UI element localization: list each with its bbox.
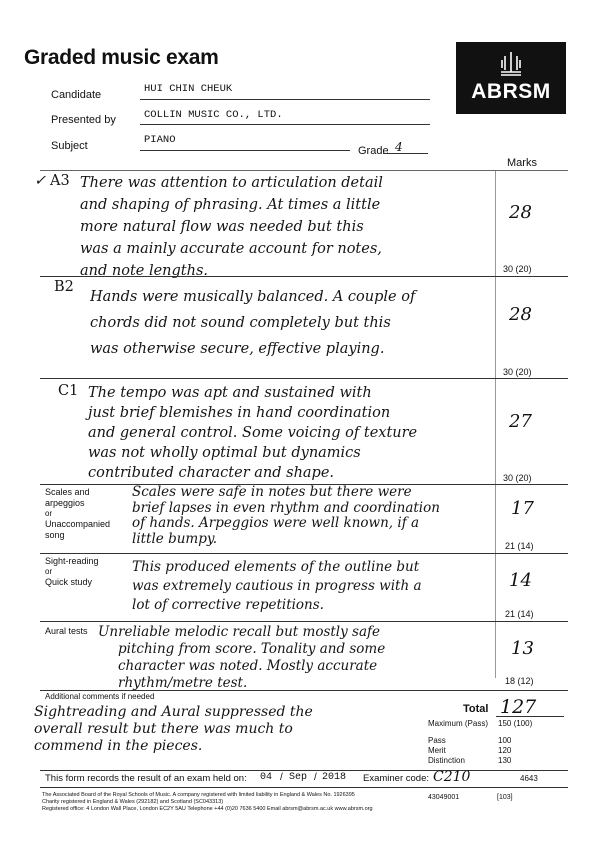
comment-line: more natural flow was needed but this <box>80 219 364 235</box>
comment-line: Sightreading and Aural suppressed the <box>34 704 313 720</box>
total-label: Total <box>463 703 489 715</box>
side-label-line: or <box>45 567 53 576</box>
comment-line: was otherwise secure, effective playing. <box>90 341 385 357</box>
comment-line: brief lapses in even rhythm and coordination <box>132 499 440 516</box>
max-pass-label: Maximum (Pass) <box>428 719 489 728</box>
comment-line: contributed character and shape. <box>88 465 335 481</box>
section-a-top-rule <box>40 170 568 171</box>
scales-label <box>45 487 130 541</box>
section-c-max: 30 (20) <box>503 473 532 483</box>
comment-line: pitching from score. Tonality and some <box>118 641 386 657</box>
section-a-comment <box>80 172 490 282</box>
side-label-line: Scales and arpeggios <box>45 487 90 508</box>
comment-line: was extremely cautious in progress with a <box>132 578 422 594</box>
comment-line: was a mainly accurate account for notes, <box>80 241 382 257</box>
form-title: Graded music exam <box>24 46 219 69</box>
section-b-mark: 28 <box>509 304 532 325</box>
footer-bottom-rule <box>40 787 568 788</box>
footer-top-rule <box>40 770 568 771</box>
side-label-line: Quick study <box>45 576 93 587</box>
aural-mark: 13 <box>511 638 534 659</box>
sight-reading-label <box>45 556 130 588</box>
presented-by-line <box>140 124 430 125</box>
section-b-comment <box>90 284 490 362</box>
total-value: 127 <box>500 696 537 718</box>
comment-line: commend in the pieces. <box>34 738 203 754</box>
candidate-label: Candidate <box>51 89 102 101</box>
pass-label: Pass <box>428 736 446 745</box>
sight-reading-mark: 14 <box>509 570 532 591</box>
max-pass-value: 150 (100) <box>498 719 533 728</box>
crown-icon <box>501 50 521 76</box>
total-line <box>496 716 564 717</box>
comment-line: rhythm/metre test. <box>118 675 248 691</box>
form-code: [103] <box>497 794 513 801</box>
exam-date-day: 04 <box>260 772 273 783</box>
comment-line: Unreliable melodic recall but mostly safe <box>98 624 380 640</box>
comment-line: This produced elements of the outline but <box>132 559 420 575</box>
pass-value: 100 <box>498 736 512 745</box>
section-a-max: 30 (20) <box>503 264 532 274</box>
comment-line: overall result but there was much to <box>34 721 293 737</box>
section-a-label: A3 <box>50 173 70 189</box>
comment-line: There was attention to articulation detail <box>80 175 383 191</box>
comment-line: and note lengths. <box>80 263 209 279</box>
distinction-label: Distinction <box>428 756 465 765</box>
abrsm-logo <box>456 42 566 114</box>
comment-line: and general control. Some voicing of texture <box>88 425 418 441</box>
presented-by-label: Presented by <box>51 114 116 126</box>
side-label-line: or <box>45 509 53 518</box>
section-divider <box>40 690 568 691</box>
subject-label: Subject <box>51 140 88 152</box>
candidate-line <box>140 99 430 100</box>
reference-number: 4643 <box>520 774 538 783</box>
comment-line: of hands. Arpeggios were well known, if a <box>132 515 420 531</box>
comment-line: was not wholly optimal but dynamics <box>88 445 361 461</box>
scales-max: 21 (14) <box>505 541 534 551</box>
grade-value: 4 <box>395 140 403 154</box>
comment-line: chords did not sound completely but this <box>90 315 391 331</box>
comment-line: character was noted. Mostly accurate <box>118 658 378 674</box>
date-separator: / <box>280 772 283 783</box>
scales-comment <box>132 485 494 547</box>
form-number: 43049001 <box>428 794 460 801</box>
marks-heading: Marks <box>507 157 537 169</box>
section-divider <box>40 378 568 379</box>
legal-text <box>42 792 432 813</box>
subject-line <box>140 150 350 151</box>
comment-line: lot of corrective repetitions. <box>132 597 324 613</box>
presented-by-value: COLLIN MUSIC CO., LTD. <box>144 109 283 121</box>
exam-date-month: Sep <box>289 772 308 783</box>
merit-label: Merit <box>428 746 446 755</box>
side-label-line: Sight-reading <box>45 556 99 566</box>
comment-line: Scales were safe in notes but there were <box>132 484 412 500</box>
tick-mark: ✓ <box>34 173 47 189</box>
legal-line: Charity registered in England & Wales (292182) and Scotland (SC043313) <box>42 799 224 805</box>
section-divider <box>40 621 568 622</box>
examiner-code-value: C210 <box>433 769 471 785</box>
section-a-mark: 28 <box>509 202 532 223</box>
section-c-comment <box>88 383 490 483</box>
legal-line: The Associated Board of the Royal Schools of Music. A company registered with limited liability in England & Wales No. 1926395 <box>42 792 355 798</box>
side-label-line: Aural tests <box>45 626 88 636</box>
comment-line: The tempo was apt and sustained with <box>88 385 372 401</box>
merit-value: 120 <box>498 746 512 755</box>
side-label-line: Unaccompanied <box>45 518 111 529</box>
additional-comments-label: Additional comments if needed <box>45 692 155 701</box>
section-b-max: 30 (20) <box>503 367 532 377</box>
marks-column-divider <box>495 170 496 678</box>
grade-line <box>383 153 428 154</box>
section-c-label: C1 <box>58 383 79 399</box>
comment-line: Hands were musically balanced. A couple of <box>90 289 416 305</box>
section-divider <box>40 276 568 277</box>
side-label-line: song <box>45 529 65 540</box>
comment-line: just brief blemishes in hand coordination <box>88 405 391 421</box>
examiner-code-label: Examiner code: <box>363 773 430 784</box>
comment-line: and shaping of phrasing. At times a little <box>80 197 381 213</box>
sight-reading-comment <box>132 558 494 615</box>
aural-comment <box>98 624 494 692</box>
distinction-value: 130 <box>498 756 512 765</box>
comment-line: little bumpy. <box>132 530 217 547</box>
aural-max: 18 (12) <box>505 676 534 686</box>
candidate-value: HUI CHIN CHEUK <box>144 83 233 95</box>
section-divider <box>40 553 568 554</box>
section-b-label: B2 <box>54 279 74 295</box>
additional-comments-text <box>34 704 414 755</box>
scales-mark: 17 <box>511 498 534 519</box>
legal-line: Registered office: 4 London Wall Place, London EC2Y 5AU Telephone +44 (0)20 7636 5400 Email abrsm@abrsm.ac.uk www.abrsm.org <box>42 806 373 812</box>
exam-date-year: 2018 <box>322 772 347 783</box>
grade-label: Grade <box>358 145 389 157</box>
record-text: This form records the result of an exam held on: <box>45 773 247 784</box>
sight-reading-max: 21 (14) <box>505 609 534 619</box>
subject-value: PIANO <box>144 134 176 146</box>
logo-text: ABRSM <box>471 80 551 103</box>
date-separator: / <box>314 772 317 783</box>
section-c-mark: 27 <box>509 411 532 432</box>
